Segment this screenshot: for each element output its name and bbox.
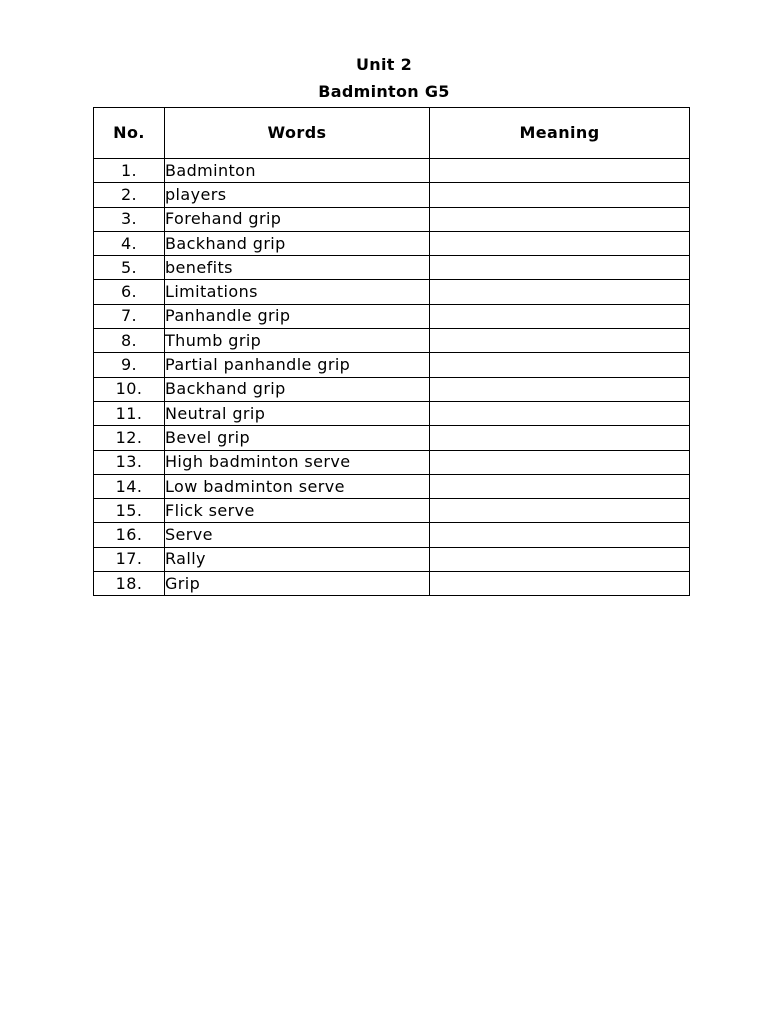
table-row: [94, 401, 690, 425]
meaning-cell: [430, 304, 690, 328]
vocabulary-word: Thumb grip: [165, 329, 430, 353]
meaning-cell: [430, 499, 690, 523]
table-row: [94, 474, 690, 498]
meaning-cell: [430, 231, 690, 255]
meaning-cell: [430, 426, 690, 450]
vocabulary-word: Grip: [165, 572, 430, 596]
meaning-cell: [430, 207, 690, 231]
row-number: 4.: [94, 231, 165, 255]
table-row: [94, 499, 690, 523]
table-row: [94, 523, 690, 547]
table-row: [94, 231, 690, 255]
unit-title: Unit 2: [355, 55, 413, 74]
row-number: 1.: [94, 159, 165, 183]
row-number: 18.: [94, 572, 165, 596]
meaning-cell: [430, 280, 690, 304]
row-number: 14.: [94, 474, 165, 498]
vocabulary-word: Serve: [165, 523, 430, 547]
vocabulary-word: Forehand grip: [165, 207, 430, 231]
vocabulary-word: benefits: [165, 256, 430, 280]
meaning-cell: [430, 572, 690, 596]
column-header-no: No.: [94, 108, 165, 159]
vocabulary-word: Neutral grip: [165, 401, 430, 425]
row-number: 15.: [94, 499, 165, 523]
vocabulary-word: Bevel grip: [165, 426, 430, 450]
table-row: [94, 377, 690, 401]
column-header-words: Words: [165, 108, 430, 159]
row-number: 8.: [94, 329, 165, 353]
table-header-row: [94, 108, 690, 159]
row-number: 10.: [94, 377, 165, 401]
row-number: 9.: [94, 353, 165, 377]
table-row: [94, 159, 690, 183]
table-row: [94, 547, 690, 571]
vocabulary-table: [93, 107, 690, 596]
column-header-meaning: Meaning: [430, 108, 690, 159]
row-number: 7.: [94, 304, 165, 328]
row-number: 16.: [94, 523, 165, 547]
row-number: 17.: [94, 547, 165, 571]
vocabulary-word: Panhandle grip: [165, 304, 430, 328]
meaning-cell: [430, 474, 690, 498]
row-number: 3.: [94, 207, 165, 231]
vocabulary-word: Rally: [165, 547, 430, 571]
row-number: 11.: [94, 401, 165, 425]
table-row: [94, 256, 690, 280]
table-row: [94, 450, 690, 474]
meaning-cell: [430, 450, 690, 474]
meaning-cell: [430, 183, 690, 207]
table-row: [94, 426, 690, 450]
table-row: [94, 329, 690, 353]
table-row: [94, 280, 690, 304]
vocabulary-word: Partial panhandle grip: [165, 353, 430, 377]
table-row: [94, 304, 690, 328]
meaning-cell: [430, 523, 690, 547]
table-row: [94, 572, 690, 596]
row-number: 13.: [94, 450, 165, 474]
meaning-cell: [430, 377, 690, 401]
table-row: [94, 353, 690, 377]
vocabulary-word: Flick serve: [165, 499, 430, 523]
row-number: 2.: [94, 183, 165, 207]
row-number: 6.: [94, 280, 165, 304]
vocabulary-word: Backhand grip: [165, 231, 430, 255]
meaning-cell: [430, 401, 690, 425]
table-row: [94, 183, 690, 207]
row-number: 12.: [94, 426, 165, 450]
vocabulary-word: High badminton serve: [165, 450, 430, 474]
vocabulary-word: Backhand grip: [165, 377, 430, 401]
vocabulary-word: players: [165, 183, 430, 207]
meaning-cell: [430, 329, 690, 353]
meaning-cell: [430, 159, 690, 183]
vocabulary-word: Low badminton serve: [165, 474, 430, 498]
meaning-cell: [430, 353, 690, 377]
vocabulary-word: Badminton: [165, 159, 430, 183]
table-row: [94, 207, 690, 231]
table-body: [94, 159, 690, 596]
vocabulary-word: Limitations: [165, 280, 430, 304]
meaning-cell: [430, 256, 690, 280]
row-number: 5.: [94, 256, 165, 280]
document-subtitle: Badminton G5: [318, 82, 450, 101]
meaning-cell: [430, 547, 690, 571]
